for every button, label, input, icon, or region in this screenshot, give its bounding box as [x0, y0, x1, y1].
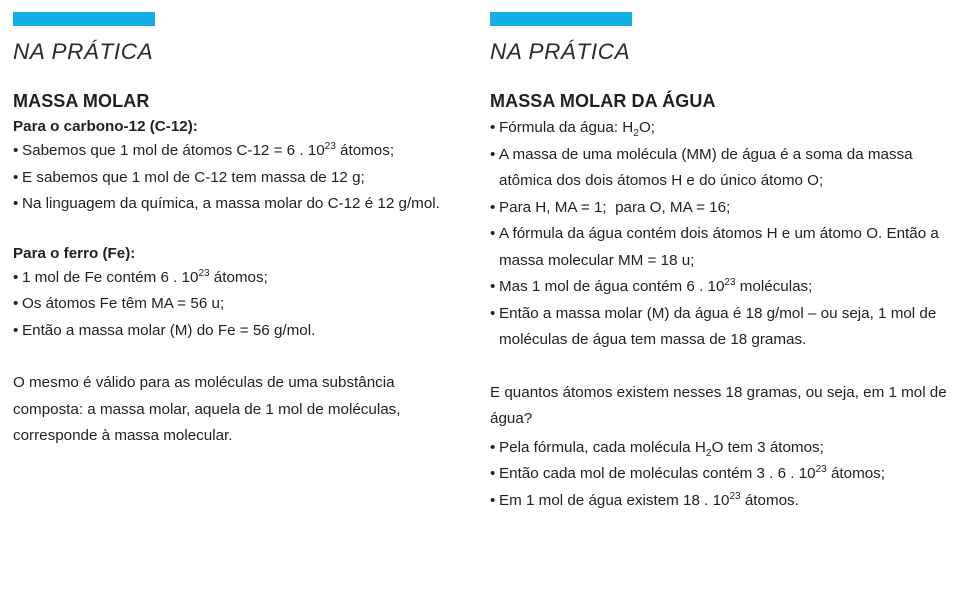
list-item: • Em 1 mol de água existem 18 . $10^{23}$ átomos. — [490, 488, 950, 515]
list-item: • Para H, MA = 1; para O, MA = 16; — [490, 195, 950, 222]
question-paragraph-right: E quantos átomos existem nesses 18 gramas, ou seja, em 1 mol de água? — [490, 383, 947, 428]
kicker-left: NA PRÁTICA — [13, 39, 154, 64]
list-item: • Na linguagem da química, a massa molar do C-12 é 12 g/mol. — [13, 191, 468, 218]
bullet-list-ferro — [13, 265, 468, 345]
list-item: • Fórmula da água: $H_2O$; — [490, 115, 950, 142]
list-item: • 1 mol de Fe contém 6 . $10^{23}$ átomos; — [13, 265, 468, 292]
list-item: • Sabemos que 1 mol de átomos C-12 = 6 . $10^{23}$ átomos; — [13, 138, 468, 165]
bullet-list-carbono-12 — [13, 138, 468, 218]
list-item: • Os átomos Fe têm MA = 56 u; — [13, 291, 468, 318]
kicker-right: NA PRÁTICA — [490, 39, 631, 64]
list-item: • A fórmula da água contém dois átomos H e um átomo O. Então a massa molecular MM = 18 u; — [490, 221, 950, 274]
list-item: • Então a massa molar (M) da água é 18 g/mol – ou seja, 1 mol de moléculas de água tem massa de 18 gramas. — [490, 301, 950, 354]
list-item: • Então a massa molar (M) do Fe = 56 g/mol. — [13, 318, 468, 345]
section-title-right: MASSA MOLAR DA ÁGUA — [490, 90, 716, 111]
accent-bar-left — [13, 12, 155, 26]
right-column — [490, 0, 950, 514]
list-item: • A massa de uma molécula (MM) de água é a soma da massa atômica dos dois átomos H e do único átomo O; — [490, 142, 950, 195]
accent-bar-right — [490, 12, 632, 26]
subtitle-ferro: Para o ferro (Fe): — [13, 244, 136, 262]
list-item: • Pela fórmula, cada molécula $H_2O$ tem 3 átomos; — [490, 435, 950, 462]
bullet-list-agua-top — [490, 115, 950, 354]
list-item: • Mas 1 mol de água contém 6 . $10^{23}$ moléculas; — [490, 274, 950, 301]
list-item: • E sabemos que 1 mol de C-12 tem massa de 12 g; — [13, 165, 468, 192]
spacer — [13, 218, 468, 244]
list-item: • Então cada mol de moléculas contém 3 . 6 . $10^{23}$ átomos; — [490, 461, 950, 488]
closing-paragraph-left: O mesmo é válido para as moléculas de uma substância composta: a massa molar, aquela de 1 mol de moléculas, corresponde à massa molecular. — [13, 374, 401, 445]
bullet-list-agua-bottom — [490, 435, 950, 515]
section-title-left: MASSA MOLAR — [13, 90, 150, 111]
left-column — [13, 0, 468, 450]
subtitle-carbono-12: Para o carbono-12 (C-12): — [13, 118, 198, 136]
